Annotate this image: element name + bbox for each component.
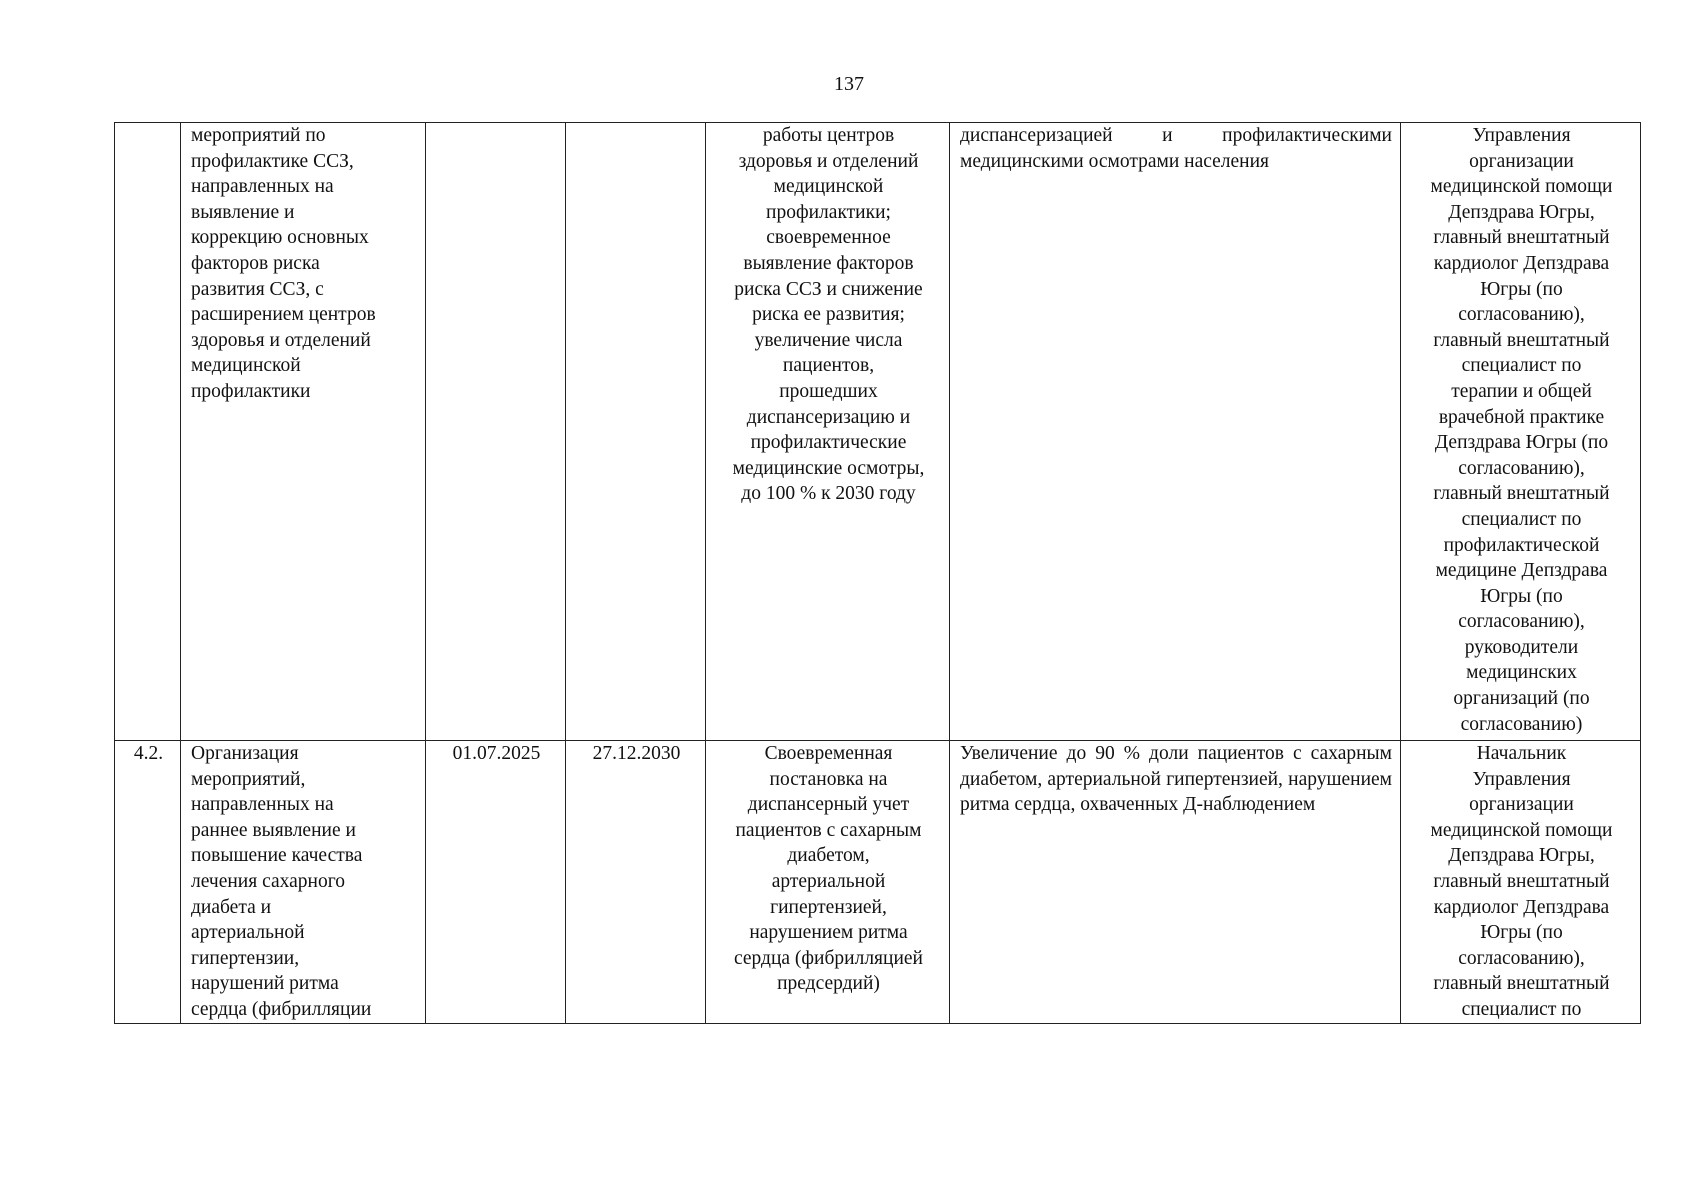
end-date-cell	[566, 123, 706, 741]
row-number-cell	[115, 123, 181, 741]
table-row	[115, 741, 1641, 1024]
responsible-cell: Управления организации медицинской помощи Депздрава Югры, главный внештатный кардиолог Депздрава Югры (по согласованию), главный внештатный специалист по терапии и общей врачебной практике Депздрава Югры (по согласованию), главный внештатный специалист по профилактической медицине Депздрава Югры (по согласованию), руководители медицинских организаций (по согласованию)	[1401, 123, 1641, 741]
expected-result-cell: работы центров здоровья и отделений медицинской профилактики; своевременное выявление факторов риска ССЗ и снижение риска ее развития; увеличение числа пациентов, прошедших диспансеризацию и профилактические медицинские осмотры, до 100 % к 2030 году	[706, 123, 950, 741]
page-number: 137	[834, 73, 864, 95]
start-date-cell	[426, 123, 566, 741]
end-date-cell: 27.12.2030	[566, 741, 706, 1024]
measures-table	[114, 122, 1641, 1024]
indicator-cell: диспансеризацией и профилактическими медицинскими осмотрами населения	[950, 123, 1401, 741]
responsible-cell: Начальник Управления организации медицинской помощи Депздрава Югры, главный внештатный кардиолог Депздрава Югры (по согласованию), главный внештатный специалист по	[1401, 741, 1641, 1024]
measure-name-cell: мероприятий по профилактике ССЗ, направленных на выявление и коррекцию основных факторов риска развития ССЗ, с расширением центров здоровья и отделений медицинской профилактики	[181, 123, 426, 741]
measure-name-cell: Организация мероприятий, направленных на раннее выявление и повышение качества лечения сахарного диабета и артериальной гипертензии, нарушений ритма сердца (фибрилляции	[181, 741, 426, 1024]
indicator-cell: Увеличение до 90 % доли пациентов с сахарным диабетом, артериальной гипертензией, нарушением ритма сердца, охваченных Д-наблюдением	[950, 741, 1401, 1024]
row-number-cell: 4.2.	[115, 741, 181, 1024]
start-date-cell: 01.07.2025	[426, 741, 566, 1024]
expected-result-cell: Своевременная постановка на диспансерный учет пациентов с сахарным диабетом, артериальной гипертензией, нарушением ритма сердца (фибрилляцией предсердий)	[706, 741, 950, 1024]
table-row	[115, 123, 1641, 741]
